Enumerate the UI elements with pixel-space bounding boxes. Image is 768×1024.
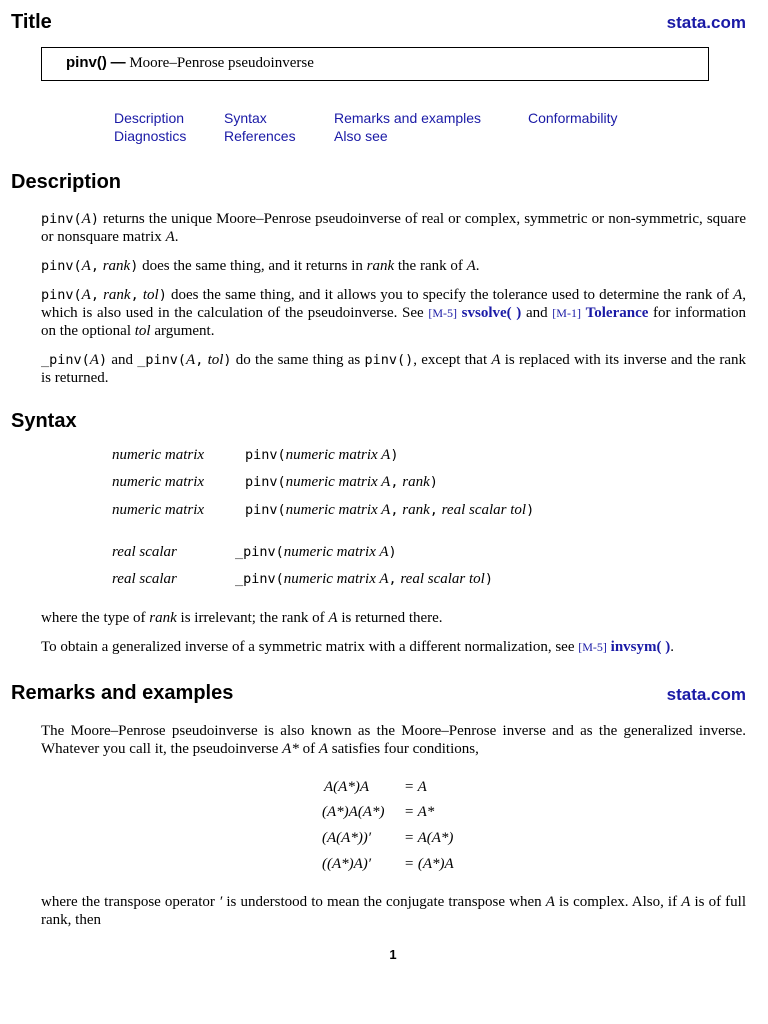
svsolve-link[interactable]: [M-5] svsolve( ) [428,305,522,321]
nav-remarks[interactable]: Remarks and examples [334,110,482,126]
syntax-note-1: where the type of rank is irrelevant; the rank of A is returned there. [41,610,443,626]
description-paragraph-1: pinv(A) returns the unique Moore–Penrose pseudoinverse of real or complex, symmetric or non-symmetric, square or nonsquare matrix A. [41,211,746,245]
command-name: pinv() [66,54,107,71]
nav-conformability[interactable]: Conformability [528,110,618,126]
page-number: 1 [389,947,397,962]
description-paragraph-2: pinv(A, rank) does the same thing, and it returns in rank the rank of A. [41,258,480,274]
nav-also-see[interactable]: Also see [334,128,388,144]
description-paragraph-3: pinv(A, rank, tol) does the same thing, and it allows you to specify the tolerance used to determine the rank of A, which is also used in the calculation of the pseudoinverse. See [M-5] svsolve( ) and [M-1] Tolerance for information on the optional tol argument. [41,287,747,339]
description-heading: Description [11,171,122,193]
remarks-brand-link[interactable]: stata.com [666,685,746,704]
nav-diagnostics[interactable]: Diagnostics [114,128,187,144]
title-box [41,47,709,81]
description-paragraph-4: _pinv(A) and _pinv(A, tol) do the same thing as pinv(), except that A is replaced with its inverse and the rank is returned. [41,352,746,386]
remarks-paragraph-2: where the transpose operator ′ is understood to mean the conjugate transpose when A is complex. Also, if A is of full rank, then [41,894,746,928]
nav-references[interactable]: References [224,128,296,144]
invsym-link[interactable]: [M-5] invsym( ) [578,639,671,655]
remarks-heading: Remarks and examples [11,682,234,704]
syntax-heading: Syntax [11,410,77,432]
syntax-note-2: To obtain a generalized inverse of a symmetric matrix with a different normalization, see [M-5] invsym( ). [41,639,674,655]
nav-description[interactable]: Description [114,110,185,126]
remarks-paragraph-1: The Moore–Penrose pseudoinverse is also known as the Moore–Penrose inverse and as the generalized inverse. Whatever you call it, the pseudoinverse A* of A satisfies four conditions, [41,723,746,757]
page-header-title: Title [11,11,52,33]
tolerance-link[interactable]: [M-1] Tolerance [552,305,649,321]
nav-syntax[interactable]: Syntax [224,110,267,126]
brand-link[interactable]: stata.com [666,13,746,32]
title-dash: — [110,54,126,71]
command-description: Moore–Penrose pseudoinverse [129,55,314,71]
